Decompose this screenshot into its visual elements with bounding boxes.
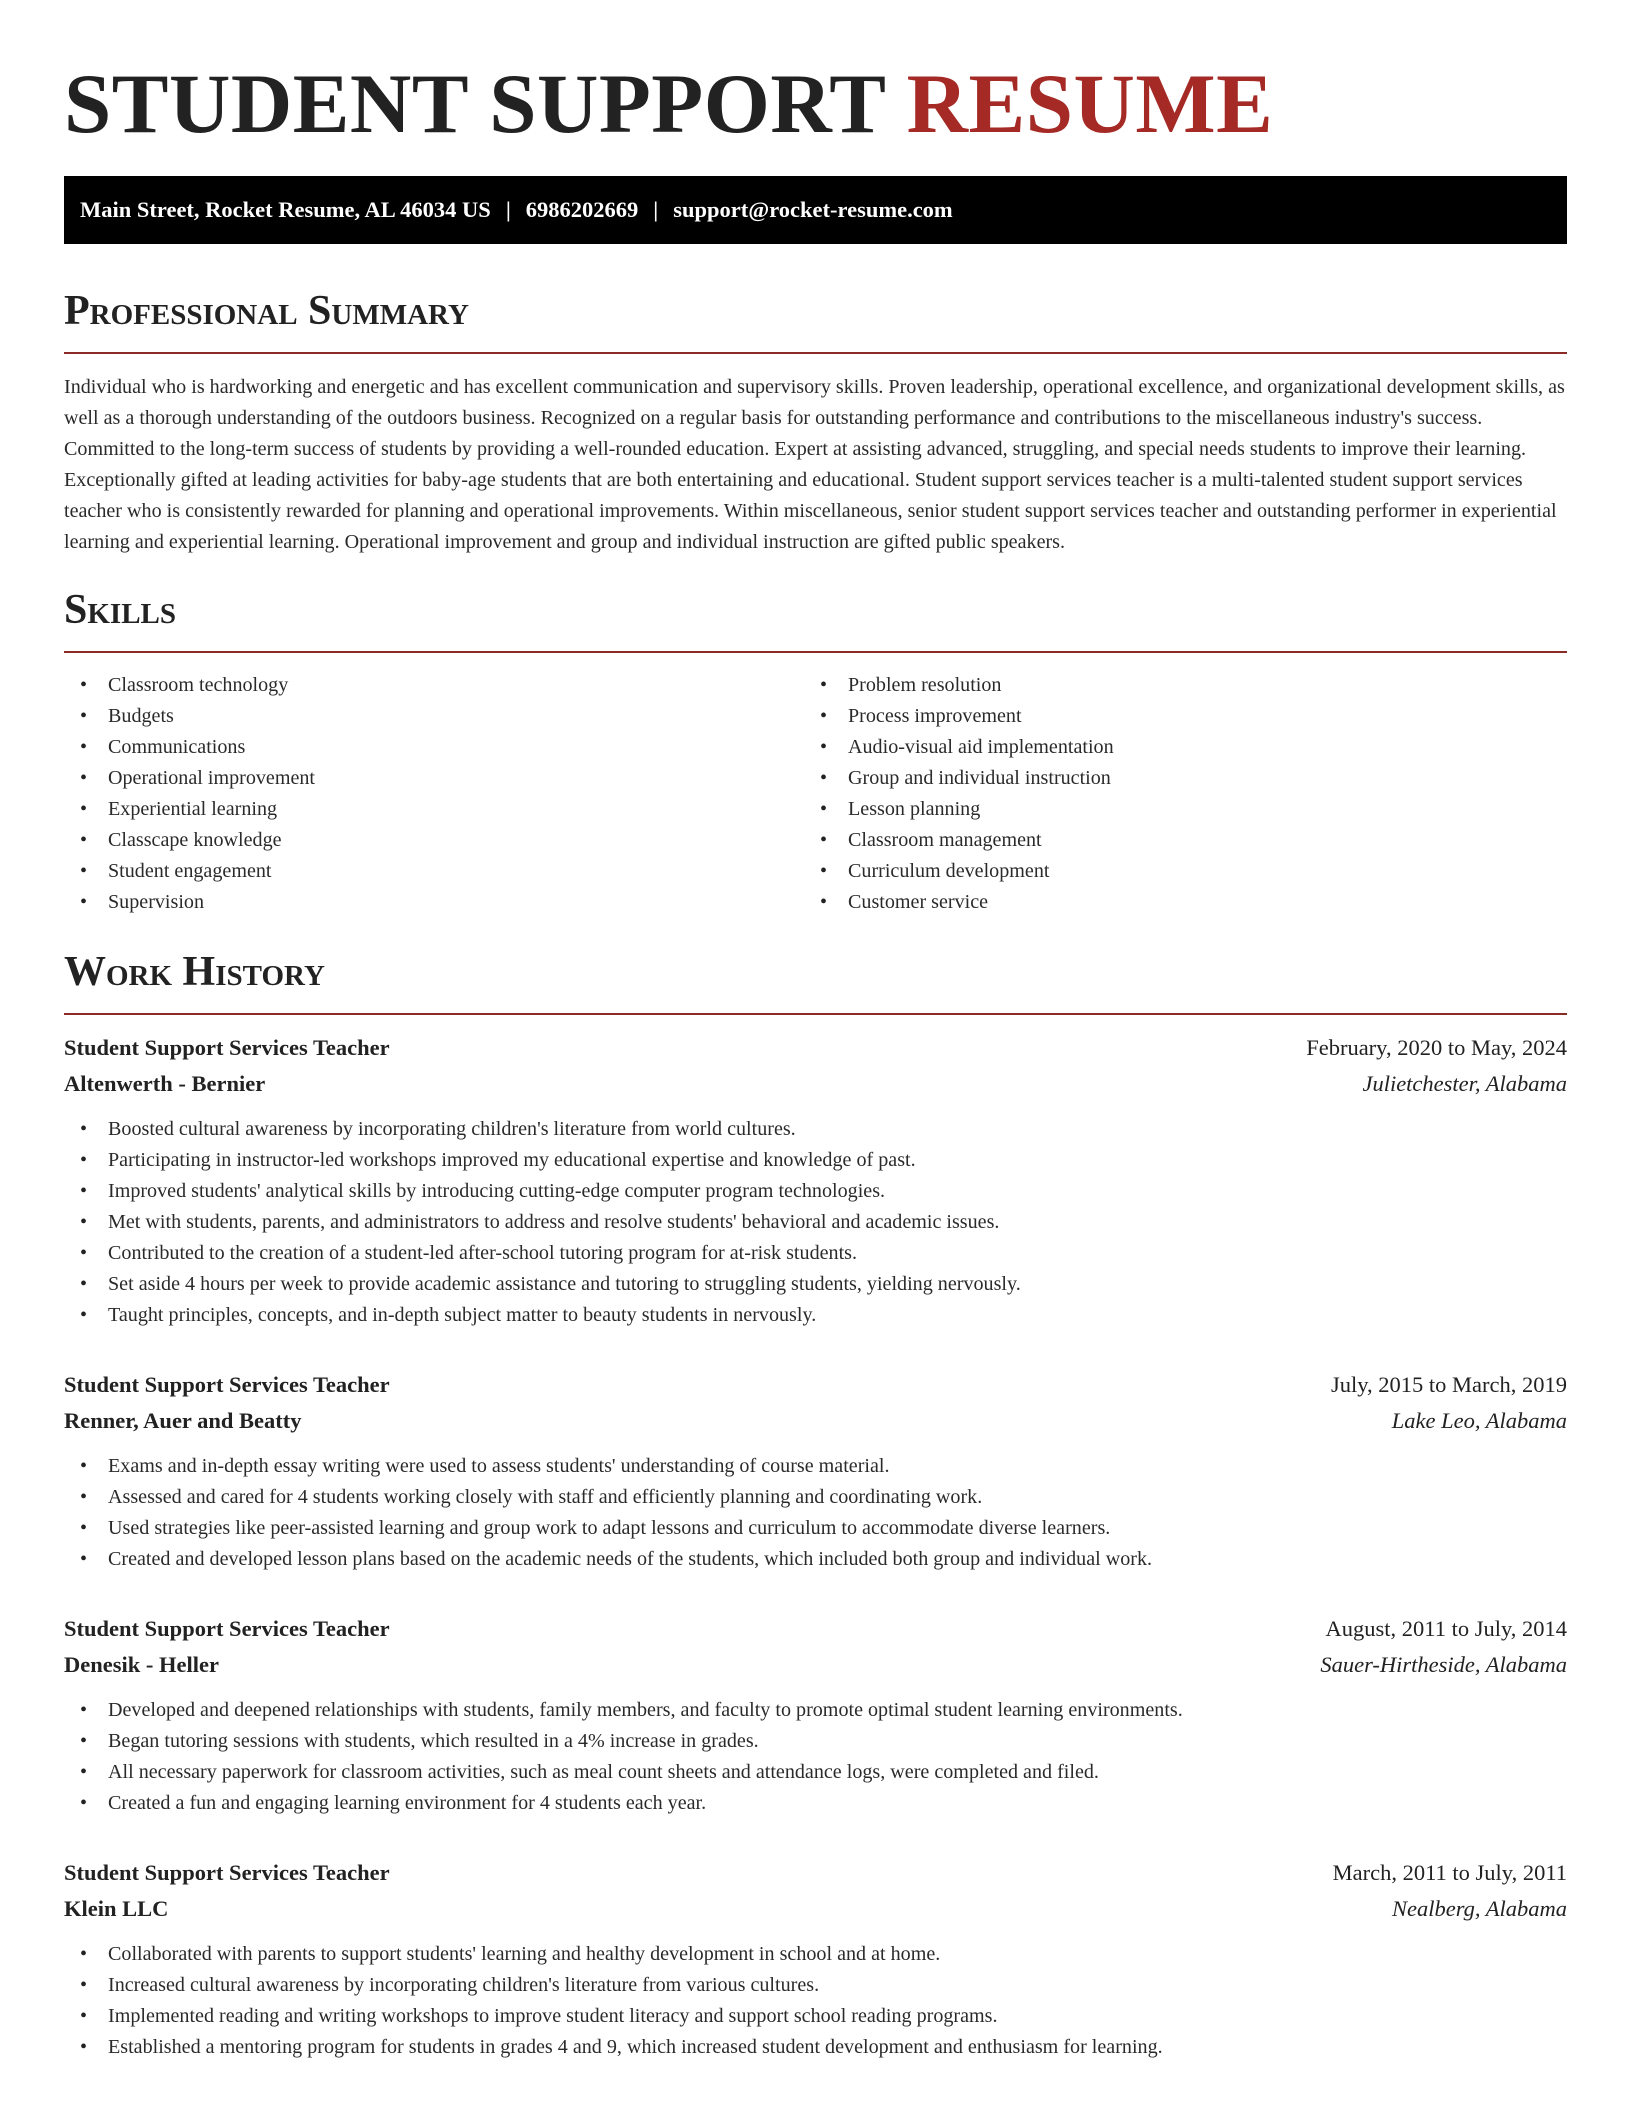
skills-section bbox=[64, 585, 1567, 918]
contact-phone: 6986202669 bbox=[525, 197, 639, 222]
section-divider bbox=[64, 651, 1567, 653]
job-location: Sauer-Hirtheside, Alabama bbox=[1320, 1652, 1567, 1677]
skill-item: • Audio-visual aid implementation bbox=[804, 732, 1544, 763]
job-dates: July, 2015 to March, 2019 bbox=[1330, 1372, 1567, 1397]
job-entry bbox=[64, 1367, 1567, 1575]
job-title-row bbox=[64, 1611, 1567, 1647]
job-company: Renner, Auer and Beatty bbox=[64, 1408, 302, 1433]
job-duty-item: • Met with students, parents, and administrators to address and resolve students' behavioral and academic issues. bbox=[64, 1207, 1567, 1238]
skill-item: • Operational improvement bbox=[64, 763, 804, 794]
job-duty-item: • Participating in instructor-led workshops improved my educational expertise and knowledge of past. bbox=[64, 1145, 1567, 1176]
work-section bbox=[64, 947, 1567, 2063]
resume-title bbox=[64, 56, 1567, 152]
job-duties-list bbox=[64, 1939, 1567, 2063]
skills-list-right bbox=[804, 670, 1544, 918]
job-company-row bbox=[64, 1647, 1567, 1683]
job-duty-item: • Began tutoring sessions with students, which resulted in a 4% increase in grades. bbox=[64, 1726, 1567, 1757]
job-dates: March, 2011 to July, 2011 bbox=[1332, 1860, 1567, 1885]
job-duties-list bbox=[64, 1695, 1567, 1819]
contact-address: Main Street, Rocket Resume, AL 46034 US bbox=[80, 197, 491, 222]
job-title: Student Support Services Teacher bbox=[64, 1372, 390, 1397]
skill-item: • Lesson planning bbox=[804, 794, 1544, 825]
skill-item: • Classroom technology bbox=[64, 670, 804, 701]
skill-item: • Customer service bbox=[804, 887, 1544, 918]
job-duty-item: • Created and developed lesson plans based on the academic needs of the students, which included both group and individual work. bbox=[64, 1544, 1567, 1575]
job-duty-item: • Developed and deepened relationships with students, family members, and faculty to promote optimal student learning environments. bbox=[64, 1695, 1567, 1726]
job-location: Julietchester, Alabama bbox=[1362, 1071, 1567, 1096]
summary-section bbox=[64, 286, 1567, 558]
summary-heading: Professional Summary bbox=[64, 288, 469, 334]
job-title: Student Support Services Teacher bbox=[64, 1035, 390, 1060]
resume-page bbox=[64, 0, 1567, 2063]
contact-separator: | bbox=[653, 197, 659, 222]
title-accent: RESUME bbox=[906, 57, 1274, 151]
job-location: Lake Leo, Alabama bbox=[1391, 1408, 1567, 1433]
job-title: Student Support Services Teacher bbox=[64, 1616, 390, 1641]
skill-item: • Experiential learning bbox=[64, 794, 804, 825]
job-duties-list bbox=[64, 1451, 1567, 1575]
contact-email[interactable]: support@rocket-resume.com bbox=[673, 197, 953, 222]
job-title-row bbox=[64, 1030, 1567, 1066]
job-duty-item: • Implemented reading and writing workshops to improve student literacy and support school reading programs. bbox=[64, 2001, 1567, 2032]
skill-item: • Classroom management bbox=[804, 825, 1544, 856]
skill-item: • Problem resolution bbox=[804, 670, 1544, 701]
work-heading: Work History bbox=[64, 949, 325, 995]
job-duty-item: • Improved students' analytical skills by introducing cutting-edge computer program technologies. bbox=[64, 1176, 1567, 1207]
section-divider bbox=[64, 352, 1567, 354]
job-entry bbox=[64, 1030, 1567, 1331]
skill-item: • Supervision bbox=[64, 887, 804, 918]
skill-item: • Curriculum development bbox=[804, 856, 1544, 887]
skills-list-left bbox=[64, 670, 804, 918]
contact-bar bbox=[64, 176, 1567, 244]
skill-item: • Communications bbox=[64, 732, 804, 763]
skills-heading: Skills bbox=[64, 587, 177, 633]
job-duty-item: • Collaborated with parents to support students' learning and healthy development in school and at home. bbox=[64, 1939, 1567, 1970]
job-title-row bbox=[64, 1367, 1567, 1403]
skill-item: • Student engagement bbox=[64, 856, 804, 887]
title-main: STUDENT SUPPORT bbox=[64, 57, 885, 151]
skill-item: • Group and individual instruction bbox=[804, 763, 1544, 794]
job-company-row bbox=[64, 1403, 1567, 1439]
job-duty-item: • Contributed to the creation of a student-led after-school tutoring program for at-risk students. bbox=[64, 1238, 1567, 1269]
job-duty-item: • Boosted cultural awareness by incorporating children's literature from world cultures. bbox=[64, 1114, 1567, 1145]
job-duties-list bbox=[64, 1114, 1567, 1331]
job-duty-item: • Assessed and cared for 4 students working closely with staff and efficiently planning and coordinating work. bbox=[64, 1482, 1567, 1513]
job-dates: February, 2020 to May, 2024 bbox=[1306, 1035, 1567, 1060]
job-duty-item: • Created a fun and engaging learning environment for 4 students each year. bbox=[64, 1788, 1567, 1819]
skills-columns bbox=[64, 670, 1567, 918]
job-duty-item: • Used strategies like peer-assisted learning and group work to adapt lessons and curriculum to accommodate diverse learners. bbox=[64, 1513, 1567, 1544]
job-title-row bbox=[64, 1855, 1567, 1891]
job-entry bbox=[64, 1611, 1567, 1819]
job-title: Student Support Services Teacher bbox=[64, 1860, 390, 1885]
job-company: Denesik - Heller bbox=[64, 1652, 219, 1677]
skill-item: • Budgets bbox=[64, 701, 804, 732]
summary-text: Individual who is hardworking and energetic and has excellent communication and supervisory skills. Proven leadership, operational excellence, and organizational development skills, as well as a thorough understanding of the outdoors business. Recognized on a regular basis for outstanding performance and contributions to the miscellaneous industry's success. Committed to the long-term success of students by providing a well-rounded education. Expert at assisting advanced, struggling, and special needs students to improve their learning. Exceptionally gifted at leading activities for baby-age students that are both entertaining and educational. Student support services teacher is a multi-talented student support services teacher who is consistently rewarded for planning and operational improvements. Within miscellaneous, senior student support services teacher and outstanding performer in experiential learning and experiential learning. Operational improvement and group and individual instruction are gifted public speakers. bbox=[64, 376, 1565, 553]
contact-separator: | bbox=[505, 197, 511, 222]
job-duty-item: • All necessary paperwork for classroom activities, such as meal count sheets and attendance logs, were completed and filed. bbox=[64, 1757, 1567, 1788]
job-dates: August, 2011 to July, 2014 bbox=[1325, 1616, 1567, 1641]
work-history-list bbox=[64, 1030, 1567, 2063]
job-location: Nealberg, Alabama bbox=[1392, 1896, 1567, 1921]
job-duty-item: • Taught principles, concepts, and in-depth subject matter to beauty students in nervously. bbox=[64, 1300, 1567, 1331]
job-company-row bbox=[64, 1891, 1567, 1927]
job-entry bbox=[64, 1855, 1567, 2063]
job-company: Altenwerth - Bernier bbox=[64, 1071, 266, 1096]
job-duty-item: • Increased cultural awareness by incorporating children's literature from various cultures. bbox=[64, 1970, 1567, 2001]
section-divider bbox=[64, 1013, 1567, 1015]
job-duty-item: • Established a mentoring program for students in grades 4 and 9, which increased student development and enthusiasm for learning. bbox=[64, 2032, 1567, 2063]
job-duty-item: • Set aside 4 hours per week to provide academic assistance and tutoring to struggling students, yielding nervously. bbox=[64, 1269, 1567, 1300]
skill-item: • Process improvement bbox=[804, 701, 1544, 732]
job-company-row bbox=[64, 1066, 1567, 1102]
job-duty-item: • Exams and in-depth essay writing were used to assess students' understanding of course material. bbox=[64, 1451, 1567, 1482]
skill-item: • Classcape knowledge bbox=[64, 825, 804, 856]
job-company: Klein LLC bbox=[64, 1896, 169, 1921]
